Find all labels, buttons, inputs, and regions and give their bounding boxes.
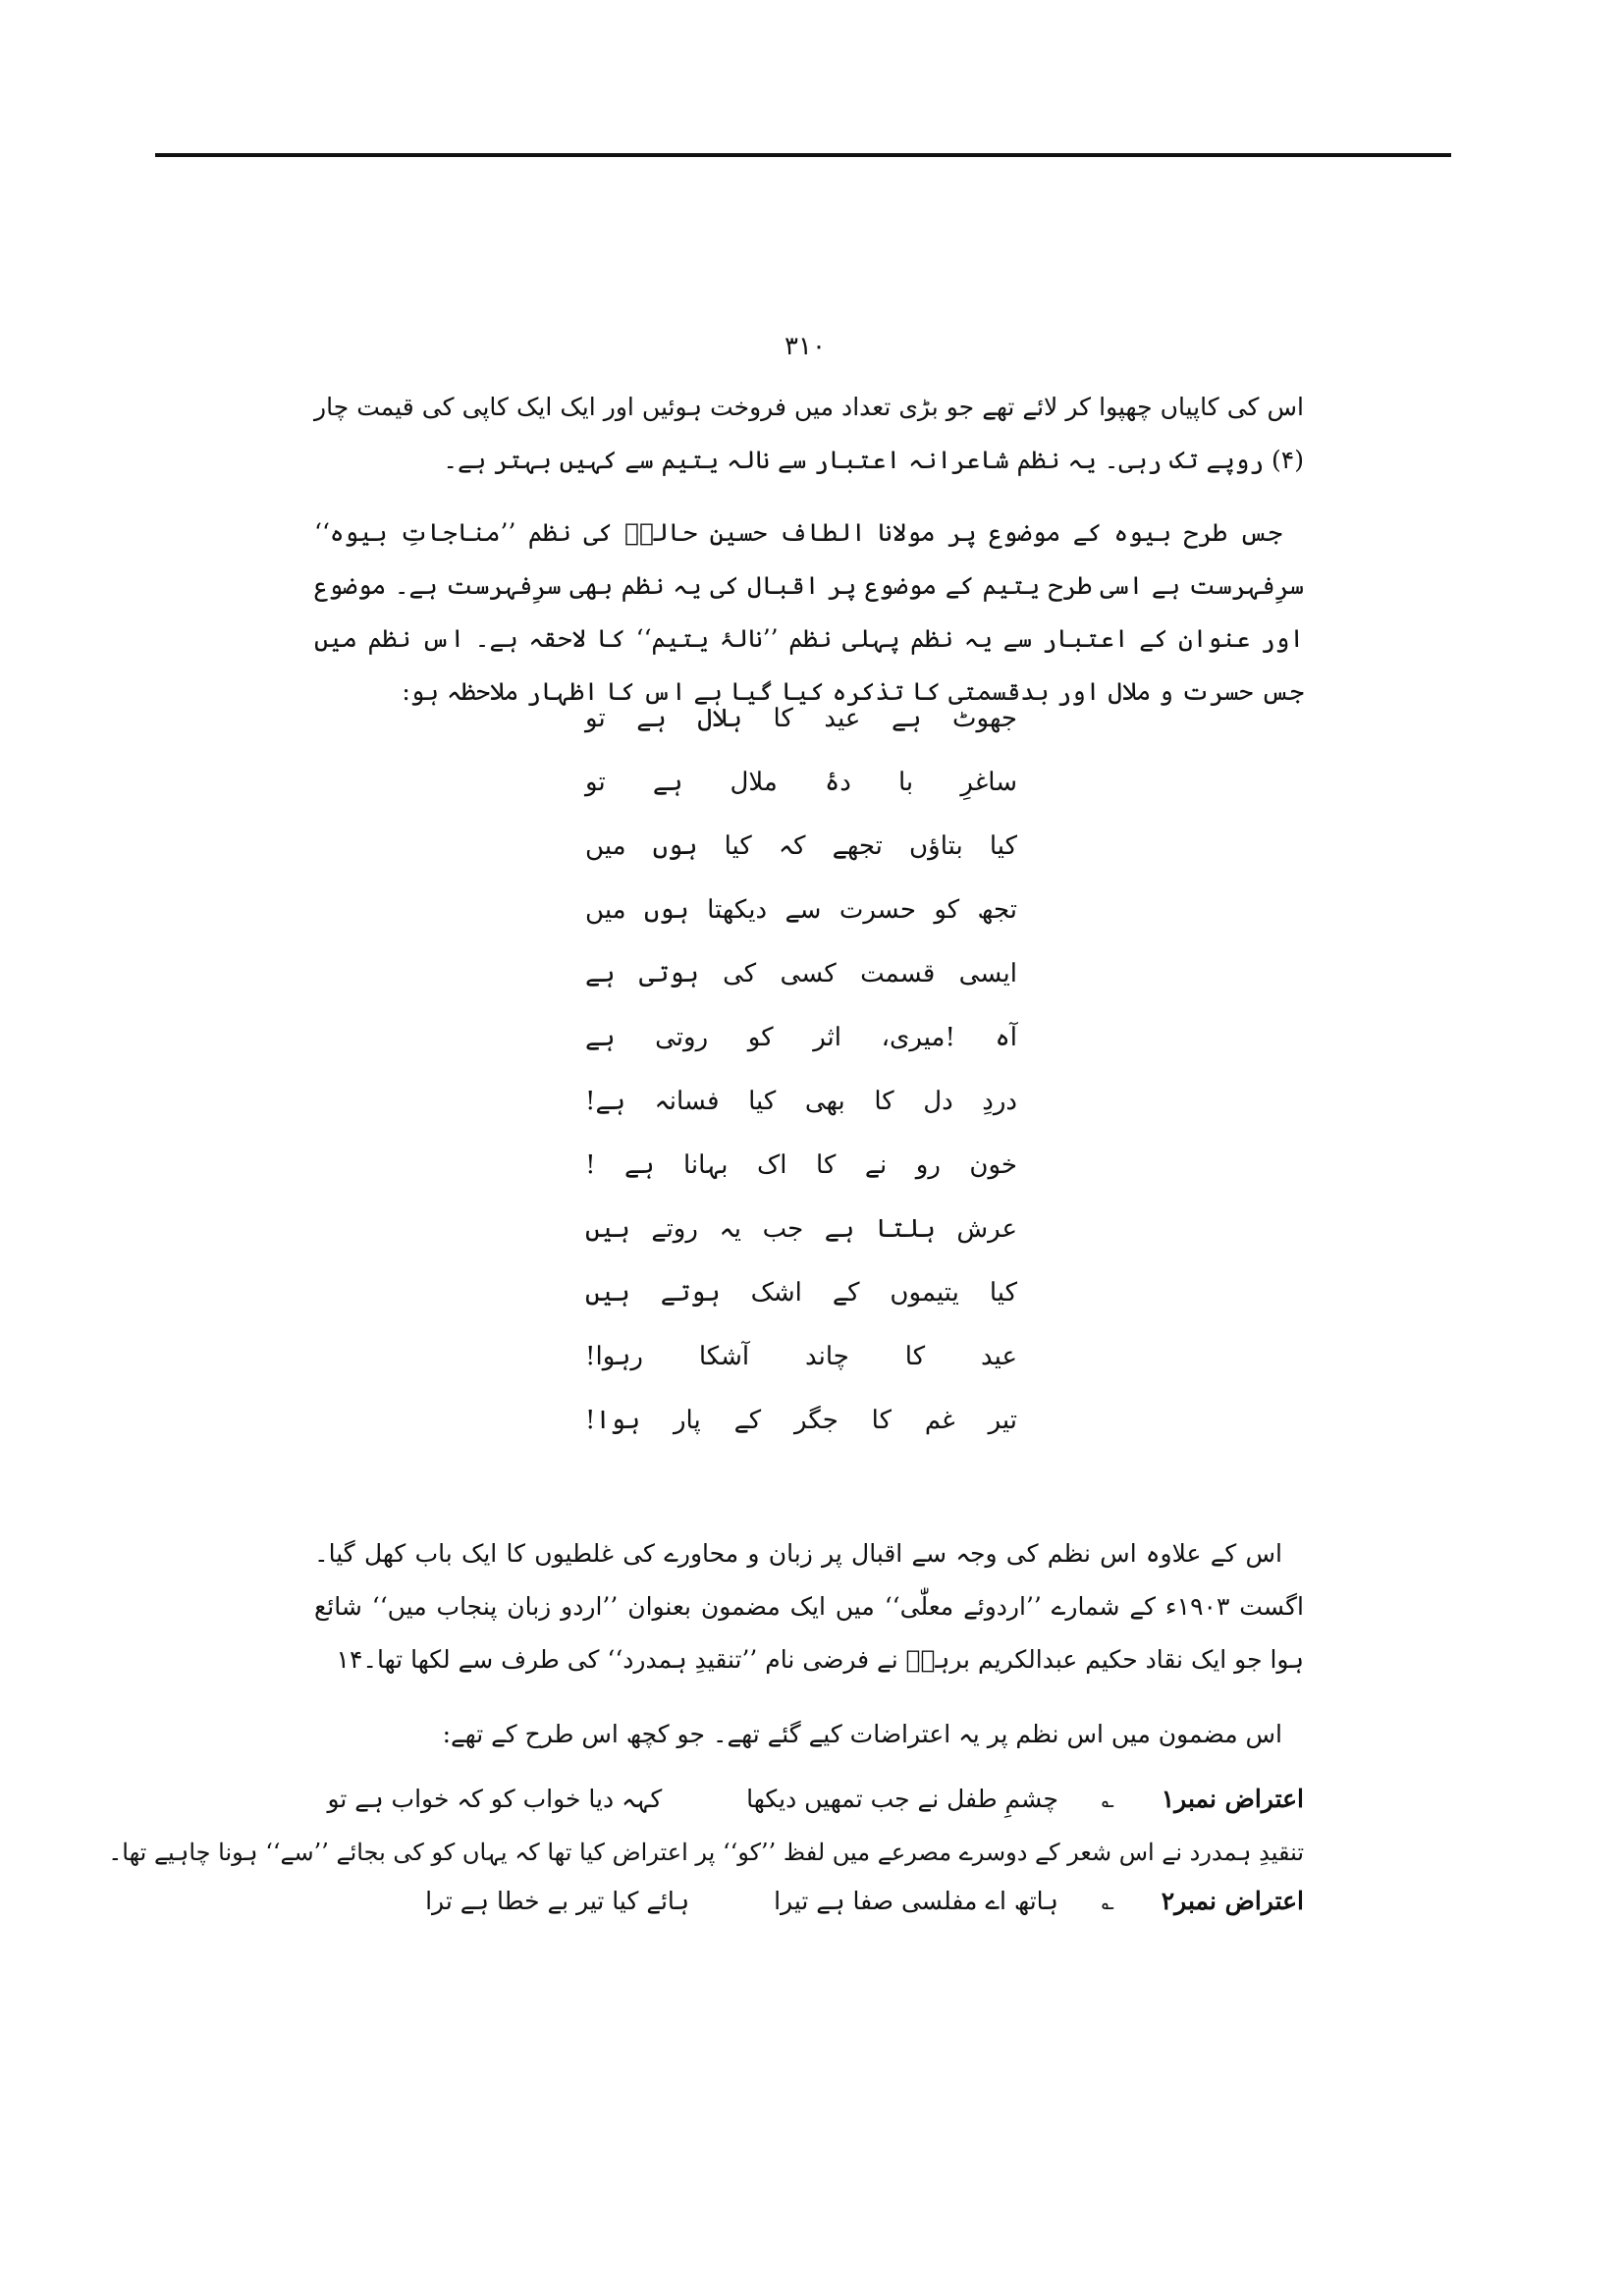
poem-word: سے [784, 895, 822, 925]
poem-line [585, 1325, 1017, 1389]
poem-word: تو [585, 704, 606, 733]
poem-word: بھی [804, 1087, 845, 1116]
poem-word: ہوتی [638, 959, 699, 988]
poem-word: بتاؤں [909, 831, 963, 861]
poem-word: ہے [585, 1023, 616, 1052]
verse-mark: ؎ [1101, 1789, 1114, 1813]
poem-word: حسرت [839, 895, 916, 925]
poem-word: ملال [730, 768, 778, 797]
poem-word: جگر [794, 1406, 839, 1435]
poem-word: ہے [624, 1150, 655, 1180]
poem-line [585, 879, 1017, 942]
paragraph-intro: اس کی کاپیاں چھپوا کر لائے تھے جو بڑی تعداد میں فروخت ہوئیں اور ایک ایک کاپی کی قیمت چار (۴) روپے تک رہی۔ یہ نظم شاعرانہ اعتبار سے نالہ یتیم سے کہیں بہتر ہے۔ [314, 393, 1304, 474]
poem-word: تجھے [832, 831, 883, 861]
poem-word: کے [733, 1406, 762, 1435]
poem-word: ہے! [585, 1087, 625, 1116]
objection-1 [327, 1773, 1304, 1828]
poem-word: دردِ [982, 1087, 1017, 1116]
objection-verse-first: چشمِ طفل نے جب تمھیں دیکھا [746, 1785, 1058, 1813]
poem-word: کیا [724, 831, 752, 861]
poem-word: اشک [750, 1278, 802, 1308]
poem-word: آشکا [698, 1342, 750, 1371]
poem-word: فسانہ [654, 1087, 720, 1116]
poem-word: جھوٹ [952, 704, 1017, 733]
poem-word: ہیں [585, 1214, 630, 1244]
poem-word: تجھ [977, 895, 1017, 925]
poem-line [585, 1006, 1017, 1070]
paragraph-objections-intro-text: اس مضمون میں اس نظم پر یہ اعتراضات کیے گئے تھے۔ جو کچھ اس طرح کے تھے: [442, 1720, 1282, 1748]
poem-word: ہوتے [660, 1278, 721, 1308]
poem-word: میں [585, 831, 626, 861]
paragraph-context-text: جس طرح بیوہ کے موضوع پر مولانا الطاف حسین حالیؔ کی نظم ’’مناجاتِ بیوہ‘‘ سرِفہرست ہے اسی طرح یتیم کے موضوع پر اقبال کی یہ نظم بھی سرِفہرست ہے۔ موضوع اور عنوان کے اعتبار سے یہ نظم پہلی نظم ’’نالۂ یتیم‘‘ کا لاحقہ ہے۔ اس نظم میں جس حسرت و ملال اور بدقسمتی کا تذکرہ کیا گیا ہے اس کا اظہار ملاحظہ ہو: [314, 518, 1304, 706]
poem-word: تو [585, 768, 606, 797]
poem-word: ہوں [644, 895, 689, 925]
poem-word: ہے [652, 768, 683, 797]
poem-word: کا [871, 1406, 892, 1435]
poem-word: ہلتا [875, 1214, 936, 1244]
paragraph-objections-intro [314, 1708, 1304, 1761]
poem-word: پار [674, 1406, 701, 1435]
poem-line [585, 1198, 1017, 1261]
poem-word: ہیں [585, 1278, 630, 1308]
poem-word: ہوں [652, 831, 698, 861]
poem-word: عید [980, 1342, 1017, 1371]
poem-word: کی [723, 959, 757, 988]
poem-word: ساغرِ [960, 768, 1017, 797]
poem-word: کہ [778, 831, 806, 861]
poem-word: ایسی [958, 959, 1017, 988]
poem-line [585, 815, 1017, 879]
poem-block [585, 687, 1017, 1453]
poem-word: اثر [813, 1023, 841, 1052]
poem-word: رو [915, 1150, 941, 1180]
objection-2 [425, 1875, 1304, 1930]
poem-word: روتی [655, 1023, 709, 1052]
poem-word: نے [864, 1150, 888, 1180]
poem-word: یتیموں [890, 1278, 959, 1308]
paragraph-criticism-text: اس کے علاوہ اس نظم کی وجہ سے اقبال پر زبان و محاورے کی غلطیوں کا ایک باب کھل گیا۔ اگست ۱۹۰۳ء کے شمارے ’’اردوئے معلّٰی‘‘ میں ایک مضمون بعنوان ’’اردو زبان پنجاب میں‘‘ شائع ہوا جو ایک نقاد حکیم عبدالکریم برہمؔ نے فرضی نام ’’تنقیدِ ہمدرد‘‘ کی طرف سے لکھا تھا۔۱۴ [314, 1539, 1304, 1674]
poem-word: دیکھتا [707, 895, 768, 925]
poem-line [585, 942, 1017, 1006]
paragraph-objection-note: تنقیدِ ہمدرد نے اس شعر کے دوسرے مصرعے میں لفظ ’’کو‘‘ پر اعتراض کیا تھا کہ یہاں کو کی بجائے ’’سے‘‘ ہونا چاہیے تھا۔ [108, 1839, 1304, 1866]
poem-line [585, 1134, 1017, 1198]
poem-word: عید [824, 704, 861, 733]
poem-word: تیر [988, 1406, 1017, 1435]
poem-word: کو [934, 895, 960, 925]
objection-verse-first: ہاتھ اے مفلسی صفا ہے تیرا [774, 1887, 1058, 1915]
poem-word: کیا [989, 1278, 1017, 1308]
objection-verse-second: ہائے کیا تیر بے خطا ہے ترا [425, 1887, 690, 1915]
poem-word: دۂ [825, 768, 851, 797]
poem-word: ہے [585, 959, 616, 988]
paragraph-criticism [314, 1527, 1304, 1686]
poem-word: کو [747, 1023, 774, 1052]
poem-word: ہلال [697, 704, 742, 733]
poem-line [585, 1261, 1017, 1325]
poem-word: کا [773, 704, 793, 733]
poem-line [585, 1070, 1017, 1134]
header-rule [155, 153, 1451, 157]
poem-word: کے [832, 1278, 860, 1308]
objection-label: اعتراض نمبر۲ [1161, 1887, 1304, 1915]
poem-word: !میری، [881, 1023, 955, 1052]
poem-word: ! [585, 1150, 596, 1180]
poem-word: کیا [989, 831, 1017, 861]
poem-word: اک [757, 1150, 787, 1180]
objection-verse-second: کہہ دیا خواب کو کہ خواب ہے تو [327, 1785, 663, 1813]
poem-word: بہانا [682, 1150, 729, 1180]
poem-word: چاند [805, 1342, 849, 1371]
poem-word: رہوا! [585, 1342, 643, 1371]
poem-word: غم [924, 1406, 955, 1435]
poem-word: آہ [995, 1023, 1017, 1052]
poem-word: ہوا! [585, 1406, 641, 1435]
poem-word: روتے [651, 1214, 698, 1244]
poem-word: کا [816, 1150, 837, 1180]
poem-word: کسی [780, 959, 837, 988]
verse-mark: ؎ [1101, 1891, 1114, 1915]
poem-word: با [898, 768, 914, 797]
page-number: ۳۱۰ [784, 332, 826, 361]
poem-word: خون [969, 1150, 1017, 1180]
poem-word: کا [904, 1342, 926, 1371]
poem-word: دل [923, 1087, 953, 1116]
poem-word: کیا [748, 1087, 777, 1116]
poem-word: کا [874, 1087, 894, 1116]
poem-word: ہے [892, 704, 922, 733]
poem-word: یہ [719, 1214, 741, 1244]
poem-word: میں [585, 895, 626, 925]
poem-word: ہے [824, 1214, 855, 1244]
poem-word: قسمت [860, 959, 936, 988]
poem-word: ہے [636, 704, 667, 733]
objection-label: اعتراض نمبر۱ [1161, 1785, 1304, 1813]
poem-line [585, 751, 1017, 815]
poem-word: عرش [956, 1214, 1017, 1244]
poem-line [585, 1389, 1017, 1453]
poem-line [585, 687, 1017, 751]
poem-word: جب [762, 1214, 804, 1244]
